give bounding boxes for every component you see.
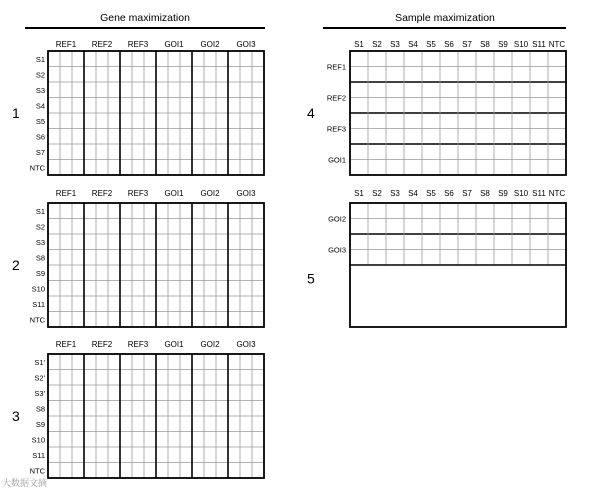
column-label-s5: S5 bbox=[426, 40, 436, 49]
row-label: S8 bbox=[35, 404, 45, 414]
panel-number: 5 bbox=[307, 270, 315, 287]
column-label-goi3: GOI3 bbox=[236, 40, 256, 49]
row-group-label-ref3: REF3 bbox=[326, 124, 346, 134]
column-label-s7: S7 bbox=[462, 189, 472, 198]
row-label: S8 bbox=[35, 253, 45, 263]
row-label: S7 bbox=[35, 147, 45, 157]
row-label: S11 bbox=[32, 450, 45, 460]
column-label-s2: S2 bbox=[372, 40, 382, 49]
column-label-goi3: GOI3 bbox=[236, 340, 256, 349]
panel-number: 3 bbox=[12, 408, 20, 424]
column-label-s2: S2 bbox=[372, 189, 382, 198]
row-label: S10 bbox=[31, 435, 45, 445]
row-label: S5 bbox=[35, 116, 45, 126]
column-label-s4: S4 bbox=[408, 189, 418, 198]
column-label-s5: S5 bbox=[426, 189, 436, 198]
column-label-s10: S10 bbox=[513, 189, 529, 198]
row-label: S3 bbox=[35, 237, 45, 247]
column-label-s6: S6 bbox=[444, 189, 454, 198]
row-label: S4 bbox=[35, 101, 45, 111]
row-label: S6 bbox=[35, 132, 45, 142]
column-label-s9: S9 bbox=[498, 189, 508, 198]
column-label-s6: S6 bbox=[444, 40, 454, 49]
row-label: S3' bbox=[34, 388, 45, 398]
row-label: S11 bbox=[32, 299, 45, 309]
column-label-ref2: REF2 bbox=[91, 340, 113, 349]
row-label: NTC bbox=[29, 163, 45, 173]
row-label: S1 bbox=[35, 206, 45, 216]
column-label-goi2: GOI2 bbox=[200, 40, 220, 49]
column-label-ref1: REF1 bbox=[55, 40, 77, 49]
row-label: S1 bbox=[35, 54, 45, 64]
row-label: S10 bbox=[31, 284, 45, 294]
column-label-goi3: GOI3 bbox=[236, 189, 256, 198]
column-label-ref2: REF2 bbox=[91, 40, 113, 49]
row-label: S2' bbox=[34, 373, 45, 383]
row-label: S2 bbox=[35, 70, 45, 80]
row-label: S2 bbox=[35, 222, 45, 232]
column-label-ref2: REF2 bbox=[91, 189, 113, 198]
row-label: S3 bbox=[35, 85, 45, 95]
column-label-ntc: NTC bbox=[548, 40, 566, 49]
sample-panel-5 bbox=[307, 189, 566, 327]
column-label-s7: S7 bbox=[462, 40, 472, 49]
gene-panel-2 bbox=[12, 189, 264, 327]
column-label-s8: S8 bbox=[480, 189, 490, 198]
column-label-s3: S3 bbox=[390, 189, 400, 198]
column-label-s1: S1 bbox=[354, 40, 364, 49]
row-group-label-goi1: GOI1 bbox=[328, 155, 346, 165]
column-label-ref3: REF3 bbox=[127, 40, 149, 49]
column-label-s11: S11 bbox=[532, 40, 546, 49]
row-label: S1' bbox=[34, 357, 45, 367]
column-label-goi1: GOI1 bbox=[164, 189, 184, 198]
column-label-s3: S3 bbox=[390, 40, 400, 49]
gene-maximization-title: Gene maximization bbox=[100, 12, 190, 24]
column-label-s11: S11 bbox=[532, 189, 546, 198]
panel-number: 1 bbox=[12, 105, 20, 121]
column-label-ref3: REF3 bbox=[127, 340, 149, 349]
column-label-ref1: REF1 bbox=[55, 189, 77, 198]
row-group-label-ref2: REF2 bbox=[326, 93, 346, 103]
row-group-label-goi2: GOI2 bbox=[328, 214, 346, 224]
column-label-goi1: GOI1 bbox=[164, 340, 184, 349]
column-label-ref1: REF1 bbox=[55, 340, 77, 349]
row-label: NTC bbox=[29, 315, 45, 325]
gene-panel-3 bbox=[12, 340, 264, 478]
panel-number: 4 bbox=[307, 105, 315, 121]
column-label-s9: S9 bbox=[498, 40, 508, 49]
column-label-goi2: GOI2 bbox=[200, 189, 220, 198]
sample-panel-4 bbox=[307, 40, 566, 175]
column-label-ntc: NTC bbox=[548, 189, 566, 198]
row-group-label-ref1: REF1 bbox=[326, 62, 346, 72]
column-label-ref3: REF3 bbox=[127, 189, 149, 198]
sample-maximization-title: Sample maximization bbox=[395, 12, 495, 24]
panel-number: 2 bbox=[12, 257, 20, 273]
column-label-goi1: GOI1 bbox=[164, 40, 184, 49]
row-group-label-goi3: GOI3 bbox=[328, 245, 346, 255]
column-label-s10: S10 bbox=[513, 40, 529, 49]
watermark-text: 大数据文摘 bbox=[2, 479, 48, 489]
column-label-s4: S4 bbox=[408, 40, 418, 49]
column-label-s8: S8 bbox=[480, 40, 490, 49]
row-label: NTC bbox=[29, 466, 45, 476]
row-label: S9 bbox=[35, 419, 45, 429]
row-label: S9 bbox=[35, 268, 45, 278]
gene-panel-1 bbox=[12, 40, 264, 175]
column-label-goi2: GOI2 bbox=[200, 340, 220, 349]
column-label-s1: S1 bbox=[354, 189, 364, 198]
